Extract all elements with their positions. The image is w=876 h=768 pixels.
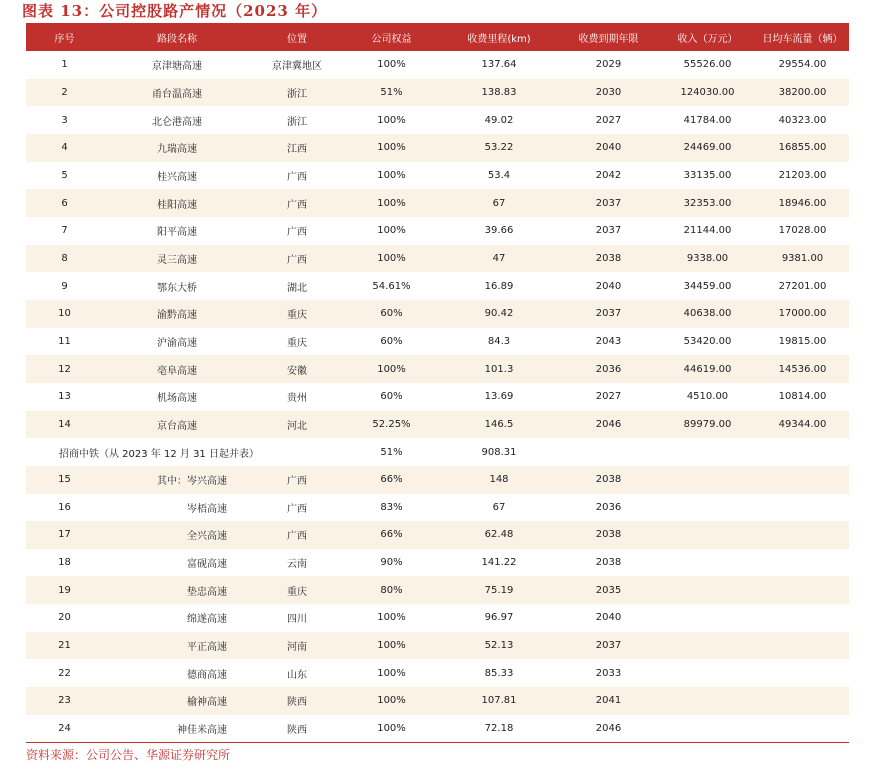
cell-road-name: 京台高速 [103, 411, 251, 439]
cell-daily-traffic [756, 604, 849, 632]
cell-road-name: 平正高速 [103, 632, 251, 660]
cell-equity: 100% [343, 245, 440, 273]
cell-road-name: 德商高速 [187, 669, 227, 681]
cell-toll-expiry: 2038 [558, 521, 659, 549]
cell-seq: 15 [26, 466, 103, 494]
cell-revenue [659, 659, 756, 687]
table-row [26, 494, 849, 522]
table-row [26, 521, 849, 549]
cell-revenue: 89979.00 [659, 411, 756, 439]
table-row [26, 328, 849, 356]
cell-revenue: 32353.00 [659, 189, 756, 217]
table-row [26, 51, 849, 79]
table-row [26, 576, 849, 604]
cell-toll-expiry: 2037 [595, 225, 622, 237]
cell-road-name: 榆神高速 [103, 687, 251, 715]
cell-daily-traffic: 40323.00 [778, 114, 827, 126]
cell-location: 江西 [251, 134, 343, 162]
cell-equity: 51% [343, 79, 440, 107]
cell-seq: 21 [26, 632, 103, 660]
cell-daily-traffic [756, 576, 849, 604]
cell-daily-traffic: 9381.00 [756, 245, 849, 273]
cell-road-name: 绵遂高速 [187, 614, 227, 626]
table-row-merged [26, 438, 849, 466]
cell-toll-mileage: 72.18 [440, 715, 558, 743]
table-header-row [26, 23, 849, 51]
cell-toll-mileage: 148 [440, 466, 558, 494]
cell-revenue: 124030.00 [659, 79, 756, 107]
cell-toll-expiry: 2040 [595, 280, 622, 292]
cell-location: 京津冀地区 [272, 61, 322, 73]
cell-revenue: 9338.00 [659, 245, 756, 273]
cell-toll-mileage: 52.13 [440, 632, 558, 660]
table-row [26, 715, 849, 743]
cell-location: 四川 [287, 614, 307, 626]
cell-toll-expiry: 2030 [558, 79, 659, 107]
cell-revenue: 40638.00 [659, 300, 756, 328]
cell-daily-traffic: 10814.00 [778, 391, 827, 403]
cell-location: 湖北 [287, 282, 307, 294]
cell-location: 重庆 [287, 337, 307, 349]
cell-location: 广西 [251, 521, 343, 549]
cell-revenue [659, 466, 756, 494]
cell-equity: 100% [343, 189, 440, 217]
cell-road-name: 鄂东大桥 [157, 282, 197, 294]
header-daily-traffic: 日均车流量（辆） [756, 23, 849, 51]
table-row [26, 687, 849, 715]
cell-equity: 100% [343, 687, 440, 715]
cell-daily-traffic [756, 549, 849, 577]
cell-road-name: 北仑港高速 [152, 116, 202, 128]
cell-toll-expiry: 2033 [595, 667, 622, 679]
cell-toll-mileage: 67 [492, 501, 506, 513]
cell-road-name: 亳阜高速 [103, 355, 251, 383]
cell-toll-expiry: 2042 [595, 169, 622, 181]
cell-road-name: 富砚高速 [187, 559, 227, 571]
cell-seq: 4 [26, 134, 103, 162]
cell-toll-expiry: 2035 [558, 576, 659, 604]
cell-daily-traffic: 38200.00 [756, 79, 849, 107]
table-row [26, 549, 849, 577]
cell-toll-expiry: 2041 [558, 687, 659, 715]
cell-location: 山东 [287, 669, 307, 681]
empty-cell [756, 438, 849, 466]
cell-road-name: 甬台温高速 [103, 79, 251, 107]
cell-revenue: 41784.00 [683, 114, 732, 126]
cell-revenue [659, 576, 756, 604]
cell-daily-traffic: 17000.00 [756, 300, 849, 328]
cell-equity: 100% [343, 715, 440, 743]
source-note: 资料来源：公司公告、华源证券研究所 [26, 748, 231, 762]
cell-location: 浙江 [287, 116, 307, 128]
cell-toll-mileage: 53.4 [487, 169, 511, 181]
header-toll-mileage: 收费里程(km) [440, 23, 558, 51]
cell-location: 浙江 [251, 79, 343, 107]
cell-location: 广西 [287, 227, 307, 239]
cell-road-name: 阳平高速 [157, 227, 197, 239]
table-row [26, 355, 849, 383]
cell-road-name: 沪渝高速 [157, 337, 197, 349]
cell-revenue: 44619.00 [659, 355, 756, 383]
cell-seq: 5 [61, 169, 68, 181]
cell-toll-expiry: 2029 [595, 59, 622, 71]
cell-toll-mileage: 62.48 [440, 521, 558, 549]
table-row [26, 106, 849, 134]
cell-seq: 24 [26, 715, 103, 743]
cell-road-name: 渝黔高速 [103, 300, 251, 328]
table-row [26, 245, 849, 273]
cell-equity: 100% [377, 667, 406, 679]
header-road-name: 路段名称 [103, 23, 251, 51]
cell-daily-traffic [756, 466, 849, 494]
header-location: 位置 [251, 23, 343, 51]
cell-seq: 1 [61, 59, 68, 71]
cell-toll-mileage: 47 [440, 245, 558, 273]
cell-toll-mileage: 75.19 [440, 576, 558, 604]
cell-road-name: 机场高速 [157, 393, 197, 405]
cell-seq: 18 [58, 557, 71, 569]
empty-cell [558, 438, 659, 466]
table-row [26, 300, 849, 328]
cell-road-name: 京津塘高速 [152, 61, 202, 73]
cell-revenue [659, 632, 756, 660]
cell-toll-mileage: 84.3 [487, 335, 511, 347]
cell-daily-traffic [756, 659, 849, 687]
table-row [26, 411, 849, 439]
cell-equity: 60% [380, 391, 403, 403]
cell-toll-expiry: 2043 [595, 335, 622, 347]
cell-seq: 10 [26, 300, 103, 328]
table-row [26, 134, 849, 162]
cell-seq: 8 [26, 245, 103, 273]
cell-toll-mileage: 39.66 [484, 225, 514, 237]
header-equity: 公司权益 [343, 23, 440, 51]
cell-toll-expiry: 2037 [558, 300, 659, 328]
cell-equity: 100% [377, 59, 406, 71]
table-row [26, 272, 849, 300]
cell-toll-mileage: 90.42 [440, 300, 558, 328]
cell-seq: 7 [61, 225, 68, 237]
cell-equity: 100% [343, 134, 440, 162]
table-row [26, 466, 849, 494]
table-row [26, 79, 849, 107]
cell-equity: 54.61% [372, 280, 411, 292]
table-row [26, 659, 849, 687]
cell-seq: 2 [26, 79, 103, 107]
cell-location: 河北 [251, 411, 343, 439]
holdings-table [26, 23, 849, 743]
empty-cell [659, 438, 756, 466]
table-body [26, 51, 849, 743]
cell-revenue: 34459.00 [683, 280, 732, 292]
cell-daily-traffic [756, 687, 849, 715]
cell-daily-traffic [756, 715, 849, 743]
cell-toll-mileage: 96.97 [484, 612, 514, 624]
cell-toll-mileage: 146.5 [440, 411, 558, 439]
table-row [26, 189, 849, 217]
header-seq: 序号 [26, 23, 103, 51]
cell-location: 广西 [251, 189, 343, 217]
cell-equity: 66% [343, 466, 440, 494]
cell-revenue [659, 494, 756, 522]
cell-toll-mileage: 53.22 [440, 134, 558, 162]
cell-toll-expiry: 2027 [595, 391, 622, 403]
header-toll-expiry: 收费到期年限 [558, 23, 659, 51]
cell-daily-traffic [756, 494, 849, 522]
cell-toll-expiry: 2040 [558, 134, 659, 162]
cell-revenue [659, 687, 756, 715]
cell-road-name: 岑梧高速 [187, 503, 227, 515]
cell-daily-traffic [756, 521, 849, 549]
cell-toll-mileage: 107.81 [440, 687, 558, 715]
cell-seq: 19 [26, 576, 103, 604]
cell-revenue: 33135.00 [683, 169, 732, 181]
cell-revenue [659, 521, 756, 549]
cell-seq: 22 [58, 667, 71, 679]
cell-toll-mileage: 137.64 [481, 59, 517, 71]
cell-seq: 17 [26, 521, 103, 549]
cell-road-name: 九瑞高速 [103, 134, 251, 162]
cell-daily-traffic: 18946.00 [756, 189, 849, 217]
cell-toll-mileage: 67 [440, 189, 558, 217]
cell-location: 重庆 [251, 300, 343, 328]
cell-road-name: 其中：岑兴高速 [103, 466, 251, 494]
cell-seq: 16 [58, 501, 71, 513]
cell-toll-expiry: 2038 [558, 245, 659, 273]
cell-road-name: 垫忠高速 [103, 576, 251, 604]
cell-seq: 13 [58, 391, 71, 403]
cell-revenue [659, 549, 756, 577]
cell-road-name: 灵三高速 [103, 245, 251, 273]
cell-equity: 100% [377, 612, 406, 624]
cell-location: 陕西 [251, 715, 343, 743]
cell-revenue: 53420.00 [683, 335, 732, 347]
cell-location: 广西 [287, 171, 307, 183]
cell-seq: 14 [26, 411, 103, 439]
cell-toll-expiry: 2046 [558, 411, 659, 439]
cell-location: 陕西 [251, 687, 343, 715]
cell-toll-mileage: 138.83 [440, 79, 558, 107]
cell-toll-mileage: 16.89 [484, 280, 514, 292]
cell-location: 重庆 [251, 576, 343, 604]
cell-toll-expiry: 2046 [558, 715, 659, 743]
cell-road-name: 全兴高速 [103, 521, 251, 549]
cell-equity: 52.25% [343, 411, 440, 439]
cell-revenue [659, 604, 756, 632]
cell-revenue [659, 715, 756, 743]
cell-equity: 51% [380, 446, 403, 458]
cell-road-name: 神佳米高速 [103, 715, 251, 743]
cell-daily-traffic [756, 632, 849, 660]
cell-toll-mileage: 85.33 [484, 667, 514, 679]
cell-location: 云南 [287, 559, 307, 571]
cell-equity: 66% [343, 521, 440, 549]
cell-toll-expiry: 2040 [595, 612, 622, 624]
table-row [26, 383, 849, 411]
cell-toll-mileage: 908.31 [481, 446, 517, 458]
cell-equity: 100% [343, 355, 440, 383]
cell-equity: 60% [343, 300, 440, 328]
cell-seq: 6 [26, 189, 103, 217]
cell-equity: 100% [377, 225, 406, 237]
cell-revenue: 55526.00 [683, 59, 732, 71]
cell-toll-expiry: 2038 [558, 466, 659, 494]
cell-equity: 100% [377, 169, 406, 181]
cell-seq: 11 [58, 335, 71, 347]
cell-daily-traffic: 27201.00 [778, 280, 827, 292]
cell-revenue: 21144.00 [683, 225, 732, 237]
cell-equity: 100% [377, 114, 406, 126]
cell-location: 贵州 [287, 393, 307, 405]
cell-toll-mileage: 49.02 [484, 114, 514, 126]
cell-toll-mileage: 141.22 [481, 557, 517, 569]
cell-location: 广西 [251, 466, 343, 494]
cell-seq: 3 [61, 114, 68, 126]
cell-equity: 60% [380, 335, 403, 347]
cell-toll-expiry: 2036 [558, 355, 659, 383]
cell-seq: 23 [26, 687, 103, 715]
cell-equity: 90% [380, 557, 403, 569]
cell-revenue: 24469.00 [659, 134, 756, 162]
cell-toll-expiry: 2037 [558, 189, 659, 217]
cell-location: 安徽 [251, 355, 343, 383]
cell-equity: 83% [380, 501, 403, 513]
cell-toll-expiry: 2037 [558, 632, 659, 660]
cell-seq: 9 [61, 280, 68, 292]
table-row [26, 217, 849, 245]
cell-daily-traffic: 21203.00 [778, 169, 827, 181]
cell-location: 广西 [251, 245, 343, 273]
cell-seq: 12 [26, 355, 103, 383]
cell-daily-traffic: 19815.00 [778, 335, 827, 347]
cell-toll-mileage: 101.3 [440, 355, 558, 383]
table-row [26, 604, 849, 632]
table-row [26, 162, 849, 190]
merged-label: 招商中铁（从 2023 年 12 月 31 日起并表） [59, 448, 259, 460]
cell-daily-traffic: 14536.00 [756, 355, 849, 383]
header-revenue: 收入（万元） [659, 23, 756, 51]
cell-daily-traffic: 17028.00 [778, 225, 827, 237]
cell-seq: 20 [58, 612, 71, 624]
cell-toll-expiry: 2027 [595, 114, 622, 126]
cell-revenue: 4510.00 [686, 391, 729, 403]
cell-equity: 80% [343, 576, 440, 604]
cell-toll-mileage: 13.69 [484, 391, 514, 403]
cell-road-name: 桂阳高速 [103, 189, 251, 217]
table-row [26, 632, 849, 660]
cell-equity: 100% [343, 632, 440, 660]
cell-location: 河南 [251, 632, 343, 660]
cell-road-name: 桂兴高速 [157, 171, 197, 183]
cell-daily-traffic: 16855.00 [756, 134, 849, 162]
cell-daily-traffic: 49344.00 [756, 411, 849, 439]
cell-toll-expiry: 2038 [595, 557, 622, 569]
cell-daily-traffic: 29554.00 [778, 59, 827, 71]
cell-toll-expiry: 2036 [595, 501, 622, 513]
cell-location: 广西 [287, 503, 307, 515]
figure-title: 图表 13：公司控股路产情况（2023 年） [22, 2, 328, 20]
